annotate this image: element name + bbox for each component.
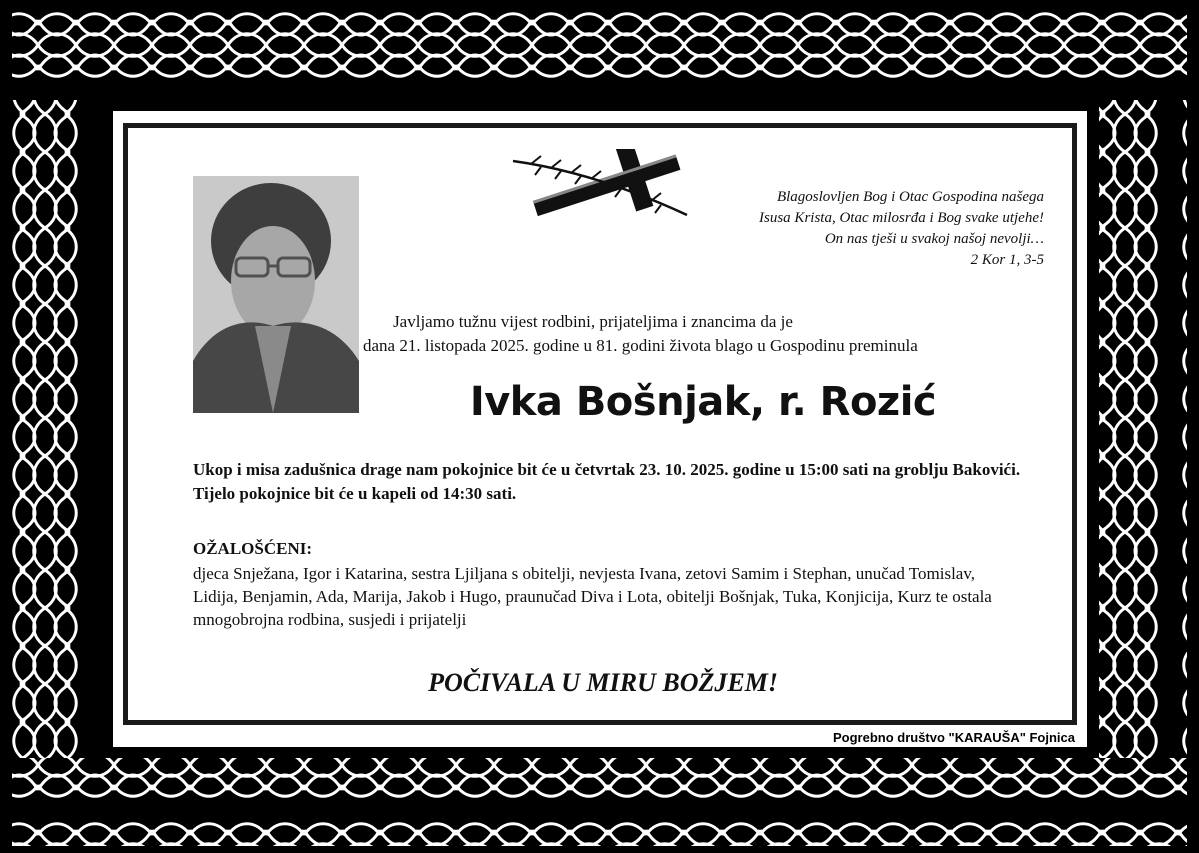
closing-phrase: POČIVALA U MIRU BOŽJEM! — [428, 668, 778, 697]
mourners-title: OŽALOŠĆENI: — [193, 539, 313, 558]
announcement — [363, 310, 918, 358]
funeral-home-credit: Pogrebno društvo "KARAUŠA" Fojnica — [832, 730, 1075, 745]
announcement-line-1: Javljamo tužnu vijest rodbini, prijateljima i znancima da je — [393, 312, 793, 331]
deceased-name: Ivka Bošnjak, r. Rozić — [469, 379, 937, 425]
verse-line-2: Isusa Krista, Otac milosrđa i Bog svake utjehe! — [759, 210, 1044, 226]
verse-line-3: On nas tješi u svakoj našoj nevolji… — [824, 231, 1044, 247]
portrait-photo — [193, 176, 359, 413]
verse-reference: 2 Kor 1, 3-5 — [970, 252, 1044, 268]
cross-with-palm-icon — [511, 149, 691, 219]
funeral-details: Ukop i misa zadušnica drage nam pokojnice bit će u četvrtak 23. 10. 2025. godine u 15:00 sati na groblju Bakovići. Tijelo pokojnice bit će u kapeli od 14:30 sati. — [193, 460, 1021, 503]
bible-verse — [714, 187, 1044, 271]
obituary-card — [113, 111, 1087, 747]
mourners-list: djeca Snježana, Igor i Katarina, sestra Ljiljana s obitelji, nevjesta Ivana, zetovi Samim i Stephan, unučad Tomislav, Lidija, Benjamin, Ada, Marija, Jakob i Hugo, praunučad Diva i Lota, obitelji Bošnjak, Tuka, Konjicija, Kurz te ostala mnogobrojna rodbina, susjedi i prijatelji — [193, 564, 992, 629]
verse-line-1: Blagoslovljen Bog i Otac Gospodina našega — [776, 189, 1044, 205]
announcement-line-2: dana 21. listopada 2025. godine u 81. godini života blago u Gospodinu preminula — [363, 336, 918, 355]
